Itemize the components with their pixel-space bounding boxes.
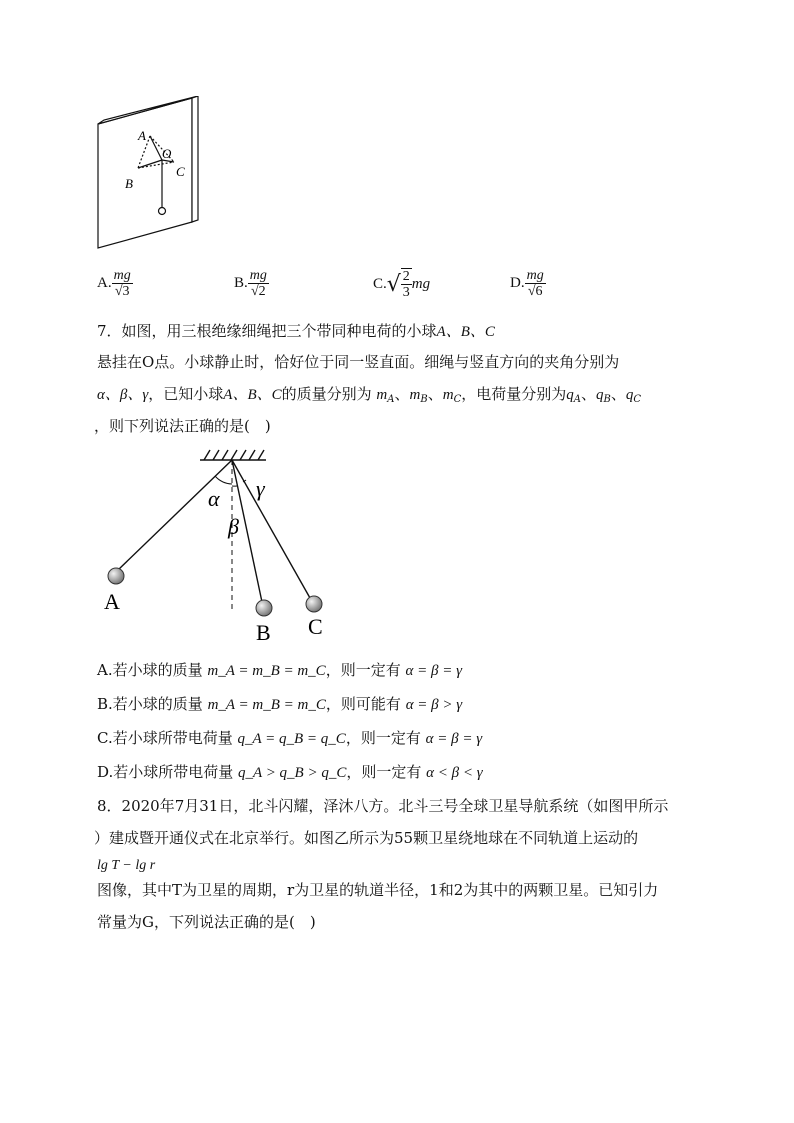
q7-ball-b <box>256 600 272 616</box>
q7-ball-c <box>306 596 322 612</box>
q7-stem-line3: α、β、γ，已知小球A、B、C的质量分别为 $m_A$、$m_B$、$m_C$，电荷量分别为$q_A$、$q_B$、$q_C$ <box>97 385 642 405</box>
q7-option-d[interactable]: D.若小球所带电荷量 q_A > q_B > q_C，则一定有 α < β < γ <box>97 763 483 781</box>
q8-stem-formula: lg T − lg r <box>97 858 156 873</box>
q7-figure <box>96 446 346 646</box>
q6-label-A: A <box>138 128 146 143</box>
q7-angle-alpha: α <box>208 486 220 511</box>
q7-stem-line4: ，则下列说法正确的是( ) <box>94 417 271 435</box>
q6-option-b[interactable] <box>234 268 269 299</box>
q7-stem-line2: 悬挂在O点。小球静止时，恰好位于同一竖直面。细绳与竖直方向的夹角分别为 <box>97 353 620 371</box>
q8-stem-line1: 8．2020年7月31日，北斗闪耀，泽沐八方。北斗三号全球卫星导航系统（如图甲所示 <box>97 797 669 815</box>
q6-option-d-label: D. <box>510 275 525 291</box>
q6-option-d-fraction: $\frac{mg}{√6}$ <box>526 268 544 299</box>
q8-stem-line4: 图像，其中T为卫星的周期，r为卫星的轨道半径，1和2为其中的两颗卫星。已知引力 <box>97 881 659 899</box>
q7-label-ball-b: B <box>256 620 271 645</box>
q8-stem-line5: 常量为G，下列说法正确的是( ) <box>97 913 316 931</box>
q6-label-B: B <box>125 176 133 191</box>
q6-option-c-fraction: $\frac{2}{3}$ <box>402 269 410 300</box>
q6-option-b-fraction: $\frac{mg}{√2}$ <box>249 268 267 299</box>
q6-label-C: C <box>176 164 185 179</box>
q7-ball-a <box>108 568 124 584</box>
q6-label-O: O <box>162 146 172 161</box>
q7-option-c[interactable]: C.若小球所带电荷量 q_A = q_B = q_C，则一定有 α = β = γ <box>97 729 483 747</box>
q6-option-d[interactable] <box>510 268 546 299</box>
sqrt-sign-icon: √ <box>386 271 401 297</box>
q7-stem-line1: 7．如图，用三根绝缘细绳把三个带同种电荷的小球A、B、C <box>97 322 495 340</box>
q6-option-a[interactable] <box>97 268 133 299</box>
q6-option-c-suffix: mg <box>411 275 431 292</box>
q7-angle-gamma: γ <box>256 476 265 501</box>
q7-label-ball-c: C <box>308 614 323 639</box>
q8-stem-line2: ）建成暨开通仪式在北京举行。如图乙所示为55颗卫星绕地球在不同轨道上运动的 <box>94 829 639 847</box>
q7-option-b[interactable]: B.若小球的质量 m_A = m_B = m_C，则可能有 α = β > γ <box>97 695 463 713</box>
q6-option-a-fraction: $\frac{mg}{√3}$ <box>113 268 131 299</box>
q7-angle-beta: β <box>228 514 239 539</box>
q6-option-c[interactable] <box>373 268 430 300</box>
q6-option-b-label: B. <box>234 275 248 291</box>
q6-option-a-label: A. <box>97 275 112 291</box>
q6-figure <box>94 96 204 256</box>
q7-option-a[interactable]: A.若小球的质量 m_A = m_B = m_C，则一定有 α = β = γ <box>97 661 462 679</box>
q6-option-c-label: C. <box>373 275 387 292</box>
q7-label-ball-a: A <box>104 589 120 614</box>
